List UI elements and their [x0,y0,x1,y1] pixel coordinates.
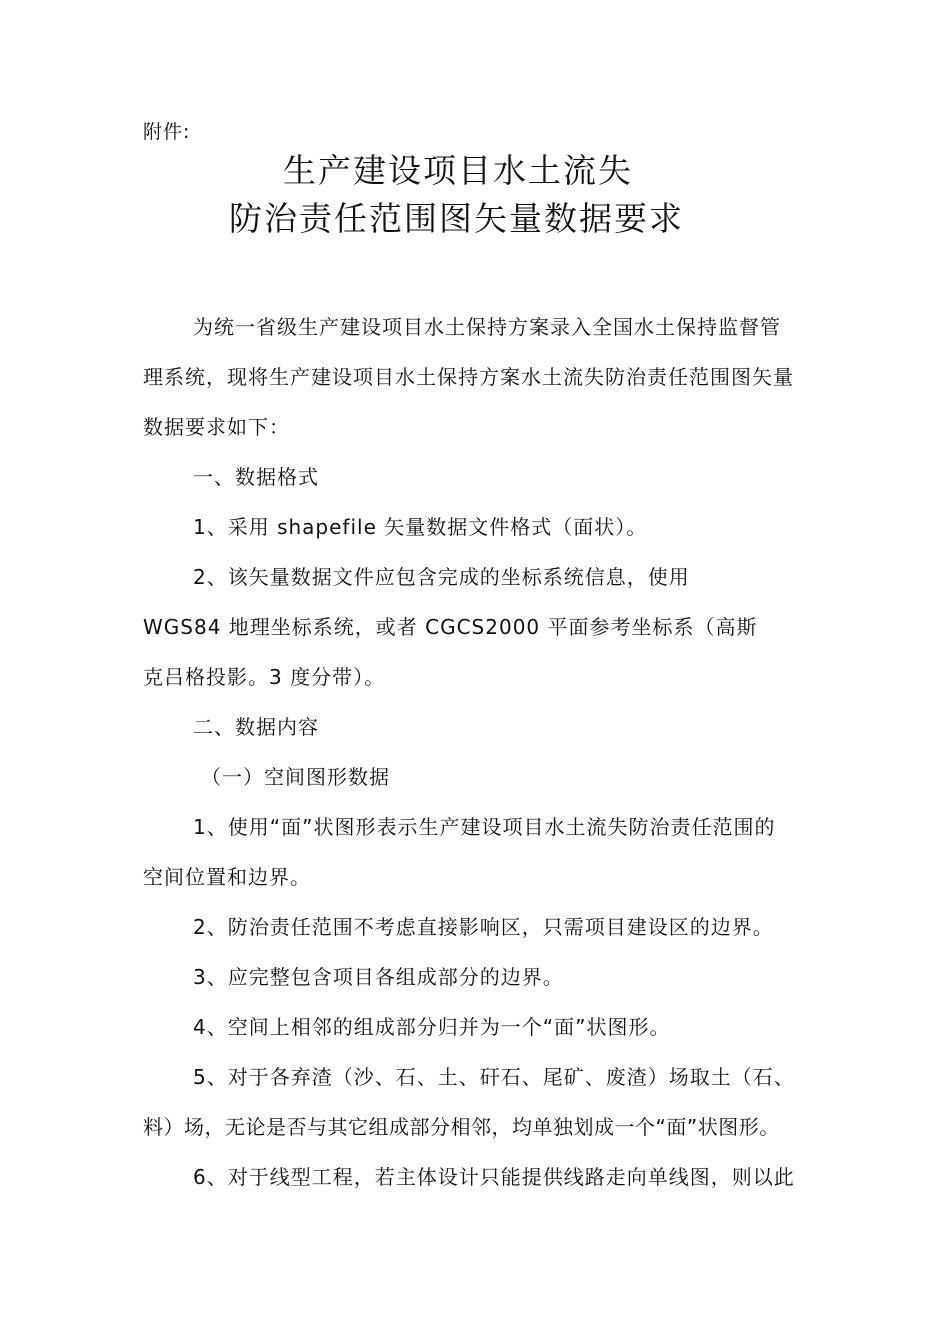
paragraph-line: 料）场，无论是否与其它组成部分相邻，均单独划成一个“面”状图形。 [143,1115,780,1139]
paragraph-line: 克吕格投影。3 度分带）。 [143,665,386,689]
section-heading: 二、数据内容 [193,715,319,739]
paragraph-line: 6、对于线型工程，若主体设计只能提供线路走向单线图，则以此 [193,1165,795,1189]
paragraph-line: 4、空间上相邻的组成部分归并为一个“面”状图形。 [193,1015,671,1039]
paragraph-line: 1、使用“面”状图形表示生产建设项目水土流失防治责任范围的 [193,815,776,839]
paragraph-line: 5、对于各弃渣（沙、石、土、矸石、尾矿、废渣）场取土（石、 [193,1065,795,1089]
paragraph-line: 空间位置和边界。 [143,865,311,889]
document-title-line-2: 防治责任范围图矢量数据要求 [229,199,684,238]
paragraph-line: 为统一省级生产建设项目水土保持方案录入全国水土保持监督管 [193,315,781,339]
paragraph-line: 2、防治责任范围不考虑直接影响区，只需项目建设区的边界。 [193,915,774,939]
paragraph-line: 3、应完整包含项目各组成部分的边界。 [193,965,564,989]
subsection-heading: （一）空间图形数据 [201,765,390,789]
document-title-line-1: 生产建设项目水土流失 [283,151,633,190]
paragraph-line: 2、该矢量数据文件应包含完成的坐标系统信息，使用 [193,565,690,589]
attachment-label: 附件: [143,121,191,143]
paragraph-line: 数据要求如下： [143,415,290,439]
section-heading: 一、数据格式 [193,465,319,489]
paragraph-line: 1、采用 shapefile 矢量数据文件格式（面状）。 [193,515,648,539]
paragraph-line: WGS84 地理坐标系统，或者 CGCS2000 平面参考坐标系（高斯 [143,615,758,639]
paragraph-line: 理系统，现将生产建设项目水土保持方案水土流失防治责任范围图矢量 [143,365,794,389]
